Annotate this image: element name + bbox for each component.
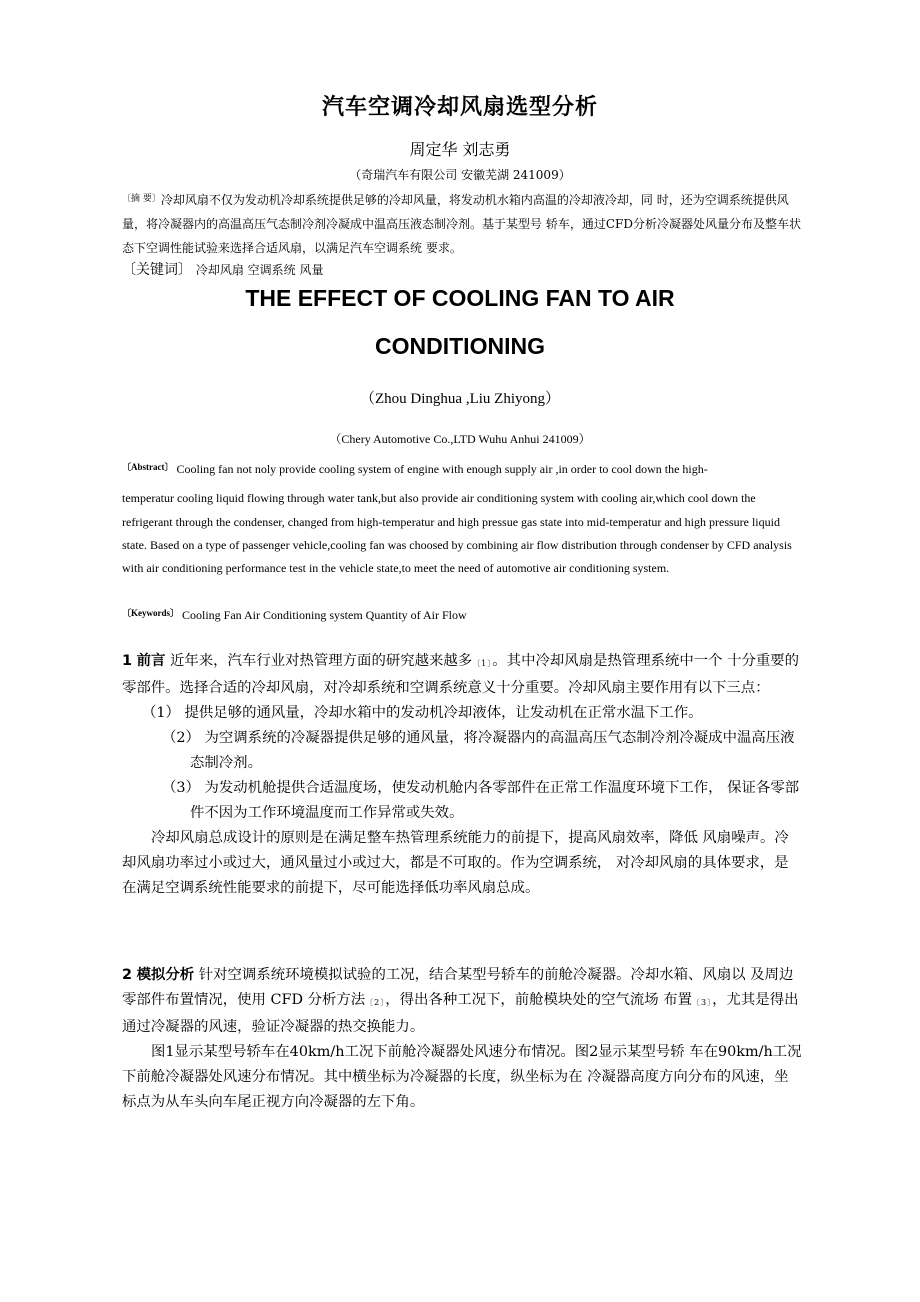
authors-cn: 周定华 刘志勇 — [409, 140, 511, 159]
paper-title-cn: 汽车空调冷却风扇选型分析 — [321, 95, 598, 120]
abstract-text-cn: 冷却风扇不仅为发动机冷却系统提供足够的冷却风量，将发动机水箱内高温的冷却液冷却，同 时，还为空调系统提供风量，将冷凝器内的高温高压气态制冷剂冷凝成中温高压液态制冷剂。基于某型号 轿车，通过CFD分析冷凝器处风量分布及整车状态下空调性能试验来选择合适风扇，以满足汽车空调系统 要求。 — [122, 193, 801, 255]
keywords-text-cn: 冷却风扇 空调系统 风量 — [195, 263, 324, 277]
section2-p1-a: 针对空调系统环境模拟试验的工况，结合某型号轿车的前舱冷凝器。冷却水箱、风扇以 及周边零部件布置情况，使用 CFD 分析方法 — [122, 967, 794, 1008]
paper-title-en-line1: THE EFFECT OF COOLING FAN TO AIR — [245, 285, 675, 311]
citation-ref-3: 〔3〕 — [692, 998, 713, 1007]
section2-p1-b: ，得出各种工况下，前舱模块处的空气流场 布置 — [385, 992, 693, 1008]
section1-intro-a: 近年来，汽车行业对热管理方面的研究越来越多 — [169, 653, 473, 669]
abstract-label-cn: 〔摘 要〕 — [122, 194, 161, 204]
abstract-cn — [122, 187, 802, 260]
section1-number: 1 — [122, 653, 133, 669]
section1-heading: 前言 — [136, 653, 166, 669]
list-item: （1） 提供足够的通风量，冷却水箱中的发动机冷却液体，让发动机在正常水温下工作。 — [142, 705, 703, 721]
abstract-text-en-rest: temperatur cooling liquid flowing through water tank,but also provide air conditioning system with cooling air,which cool down the refrigerant through the condenser, changed from high-temperatur and high pressue gas state into mid-temperatur and high pressure liquid state. Based on a type of passenger vehicle,cooling fan was choosed by combining air flow distribution through condenser by CFD analysis with air conditioning performance test in the vehicle state,to meet the need of automotive air conditioning system. — [122, 491, 792, 576]
section2-p2: 图1显示某型号轿车在40km/h工况下前舱冷凝器处风速分布情况。图2显示某型号轿 车在90km/h工况下前舱冷凝器处风速分布情况。其中横坐标为冷凝器的长度，纵坐标为在 冷凝器高度方向分布的风速，坐标点为从车头向车尾正视方向冷凝器的左下角。 — [122, 1044, 802, 1110]
abstract-en-first-line — [122, 456, 802, 481]
keywords-cn — [122, 259, 802, 281]
affiliation-en: （Chery Automotive Co.,LTD Wuhu Anhui 241009） — [329, 432, 591, 446]
keywords-en — [122, 602, 802, 626]
keywords-text-en: Cooling Fan Air Conditioning system Quantity of Air Flow — [182, 608, 467, 622]
paper-title-en-line2: CONDITIONING — [375, 333, 545, 359]
keywords-label-en: 〔Keywords〕 — [122, 608, 179, 618]
affiliation-cn: （奇瑞汽车有限公司 安徽芜湖 241009） — [349, 168, 571, 182]
authors-en: （Zhou Dinghua ,Liu Zhiyong） — [360, 391, 560, 407]
list-item: （2） 为空调系统的冷凝器提供足够的通风量，将冷凝器内的高温高压气态制冷剂冷凝成中温高压液态制冷剂。 — [162, 730, 795, 771]
section1-paragraph: 冷却风扇总成设计的原则是在满足整车热管理系统能力的前提下，提高风扇效率，降低 风扇噪声。冷却风扇功率过小或过大，通风量过小或过大，都是不可取的。作为空调系统， 对冷却风扇的具体要求，是在满足空调系统性能要求的前提下，尽可能选择低功率风扇总成。 — [122, 830, 789, 896]
citation-ref-1: 〔1〕 — [472, 659, 493, 668]
section2-p1-c: ，尤其是得出通过冷凝器的风速，验证冷凝器的热交换能力。 — [122, 992, 799, 1035]
abstract-en — [122, 456, 802, 580]
section2-heading: 模拟分析 — [136, 967, 195, 983]
section-simulation — [122, 963, 802, 1115]
list-item: （3） 为发动机舱提供合适温度场，使发动机舱内各零部件在正常工作温度环境下工作， 保证各零部件不因为工作环境温度而工作异常或失效。 — [162, 780, 800, 821]
section2-p1 — [122, 963, 802, 1040]
abstract-label-en: 〔Abstract〕 — [122, 462, 174, 472]
keywords-label-cn: 〔关键词〕 — [122, 262, 192, 278]
section2-number: 2 — [122, 967, 133, 983]
section1-intro-b: 。其中冷却风扇是热管理系统中一个 十分重要的零部件。选择合适的冷却风扇，对冷却系统和空调系统意义十分重要。冷却风扇主要作用有以下三点： — [122, 653, 800, 696]
abstract-text-en-first: Cooling fan not noly provide cooling system of engine with enough supply air ,in order to cool down the high- — [176, 462, 708, 476]
citation-ref-2: 〔2〕 — [365, 998, 386, 1007]
section-introduction — [122, 649, 802, 901]
section1-intro — [122, 649, 802, 701]
